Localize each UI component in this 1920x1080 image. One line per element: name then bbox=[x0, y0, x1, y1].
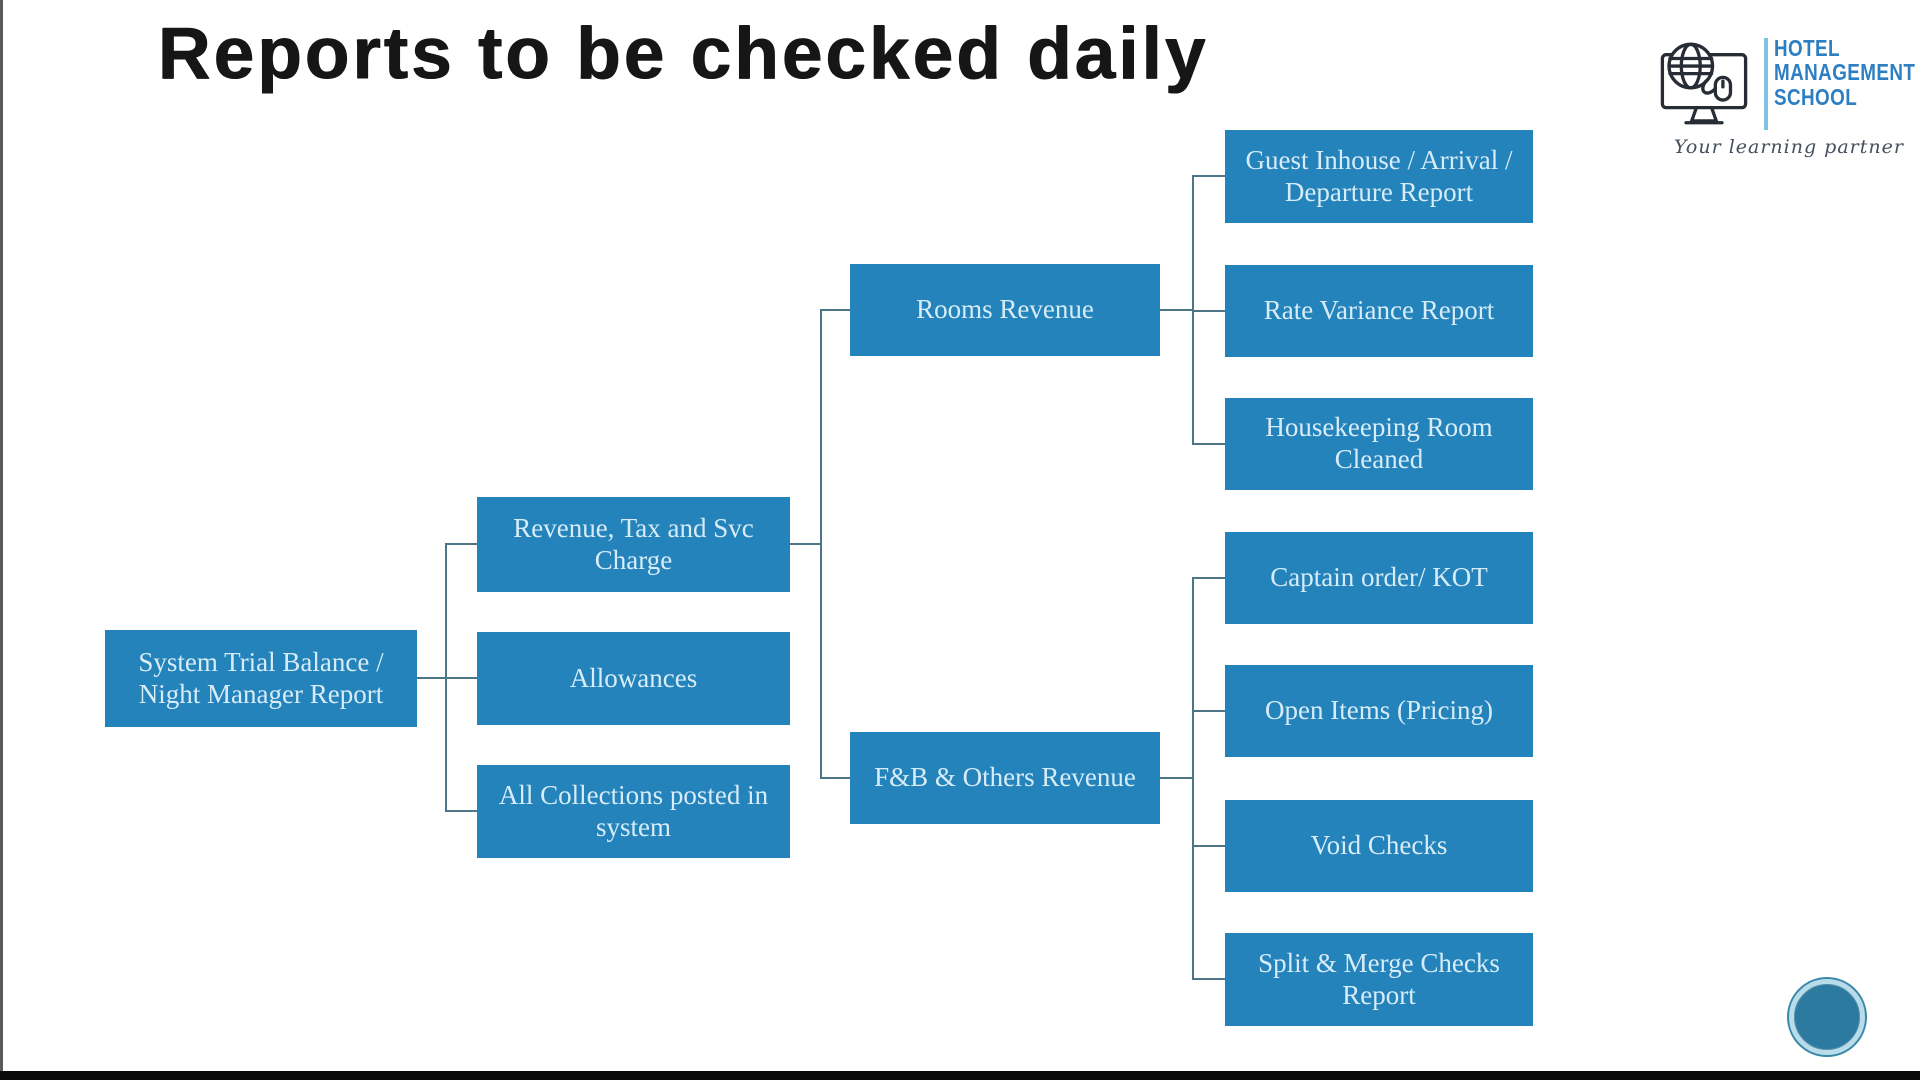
logo-word-school: SCHOOL bbox=[1774, 83, 1858, 110]
node-label: Captain order/ KOT bbox=[1270, 562, 1488, 593]
node-rate-variance-report bbox=[1225, 265, 1533, 357]
node-guest-inhouse-arrival-departure bbox=[1225, 130, 1533, 223]
connector-to-fnb-revenue bbox=[820, 777, 850, 779]
connector-to-allowances bbox=[445, 677, 477, 679]
connector-to-rate-variance bbox=[1192, 310, 1225, 312]
connector-revenue-to-spine bbox=[790, 543, 820, 545]
connector-to-rooms-revenue bbox=[820, 309, 850, 311]
node-allowances bbox=[477, 632, 790, 725]
bottom-edge-border bbox=[0, 1071, 1920, 1080]
node-label: System Trial Balance / Night Manager Report bbox=[138, 646, 384, 709]
logo-word-hotel: HOTEL bbox=[1774, 35, 1840, 61]
node-housekeeping-room-cleaned bbox=[1225, 398, 1533, 490]
node-fnb-others-revenue bbox=[850, 732, 1160, 824]
connector-root-to-spine bbox=[417, 677, 447, 679]
node-rooms-revenue bbox=[850, 264, 1160, 356]
connector-to-split-merge bbox=[1192, 978, 1225, 980]
connector-spine-fnb-children bbox=[1192, 577, 1194, 980]
connector-to-open-items bbox=[1192, 710, 1225, 712]
node-label: Split & Merge Checks Report bbox=[1258, 947, 1500, 1010]
logo-divider-bar bbox=[1764, 38, 1768, 130]
logo-tagline: Your learning partner bbox=[1674, 136, 1904, 158]
node-label: Guest Inhouse / Arrival / Departure Report bbox=[1245, 144, 1513, 207]
connector-to-void-checks bbox=[1192, 845, 1225, 847]
node-label: Housekeeping Room Cleaned bbox=[1265, 412, 1493, 474]
logo-wordmark bbox=[1774, 36, 1915, 109]
connector-to-collections bbox=[445, 810, 477, 812]
connector-to-captain-order bbox=[1192, 577, 1225, 579]
node-label: All Collections posted in system bbox=[498, 779, 769, 842]
node-captain-order-kot bbox=[1225, 532, 1533, 624]
school-seal-badge bbox=[1789, 979, 1865, 1055]
node-split-merge-checks-report bbox=[1225, 933, 1533, 1026]
node-label: Rate Variance Report bbox=[1263, 295, 1495, 326]
node-label: Allowances bbox=[569, 662, 698, 693]
page-title: Reports to be checked daily bbox=[158, 13, 1209, 94]
logo-word-management: MANAGEMENT bbox=[1774, 59, 1916, 86]
node-void-checks bbox=[1225, 800, 1533, 892]
connector-spine-level3 bbox=[820, 309, 822, 779]
connector-to-guest-inhouse bbox=[1192, 175, 1225, 177]
node-open-items-pricing bbox=[1225, 665, 1533, 757]
node-label: Revenue, Tax and Svc Charge bbox=[513, 512, 754, 575]
node-label: Void Checks bbox=[1310, 830, 1448, 861]
left-edge-border bbox=[0, 0, 3, 1080]
connector-fnb-to-spine bbox=[1160, 777, 1192, 779]
connector-rooms-to-spine bbox=[1160, 309, 1192, 311]
connector-to-revenue-tax bbox=[445, 543, 477, 545]
node-revenue-tax-svc-charge bbox=[477, 497, 790, 592]
hotel-management-school-logo bbox=[1648, 24, 1916, 174]
node-label: F&B & Others Revenue bbox=[874, 762, 1136, 793]
node-label: Rooms Revenue bbox=[916, 294, 1094, 325]
node-all-collections-posted bbox=[477, 765, 790, 858]
connector-to-housekeeping bbox=[1192, 443, 1225, 445]
monitor-globe-mouse-icon bbox=[1652, 32, 1756, 136]
node-system-trial-balance bbox=[105, 630, 417, 727]
node-label: Open Items (Pricing) bbox=[1265, 695, 1493, 726]
